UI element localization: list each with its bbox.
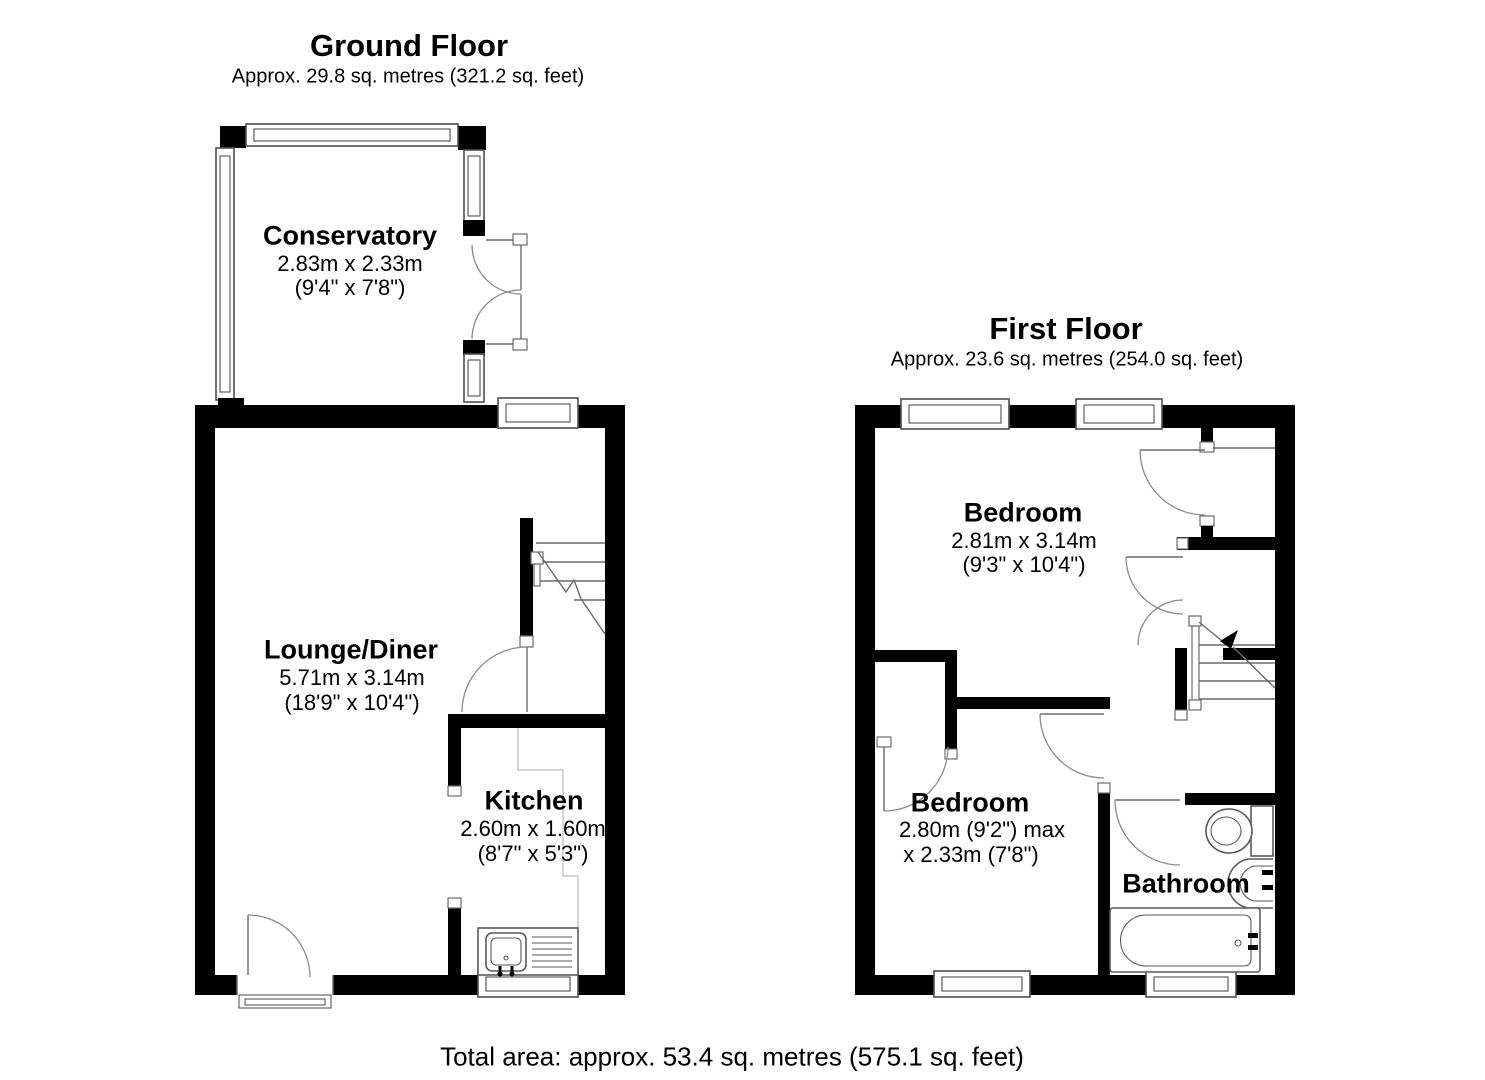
room-dims-bedroom-2-metric: 2.80m (9'2") max xyxy=(898,817,1066,842)
room-dims-conservatory-metric: 2.83m x 2.33m xyxy=(277,251,423,276)
stair-treads xyxy=(536,543,605,600)
stair-wall xyxy=(520,518,533,636)
stairwell-wall xyxy=(1223,648,1295,660)
door-swing-arc xyxy=(1138,600,1183,645)
wall-corner-block xyxy=(458,126,486,150)
window-inner xyxy=(1154,977,1228,991)
room-label-lounge-diner: Lounge/Diner xyxy=(264,634,438,665)
room-dims-bedroom-1-metric: 2.81m x 3.14m xyxy=(951,528,1097,553)
bath-tap xyxy=(1248,945,1258,950)
door-jamb xyxy=(448,786,461,796)
door-swing-arc xyxy=(1040,714,1104,778)
room-dims-lounge-imperial: (18'9" x 10'4") xyxy=(284,690,420,715)
door-jamb xyxy=(1098,783,1110,793)
french-doors xyxy=(472,234,527,350)
stair-break-line xyxy=(538,552,605,634)
cupboard-wall xyxy=(875,650,957,662)
room-dims-conservatory-imperial: (9'4" x 7'8") xyxy=(294,275,406,300)
window-inner xyxy=(220,156,230,392)
first-floor-plan xyxy=(855,399,1295,997)
landing-wall-stub xyxy=(1175,648,1187,710)
front-door xyxy=(248,915,310,977)
wall-right xyxy=(1275,405,1295,995)
room-label-kitchen: Kitchen xyxy=(484,785,584,816)
wall-left xyxy=(855,405,875,995)
room-dims-kitchen-metric: 2.60m x 1.60m xyxy=(460,816,606,841)
banister xyxy=(534,564,540,586)
door-swing-arc xyxy=(1115,800,1180,865)
newel-post xyxy=(531,552,543,564)
stairs-ground-floor xyxy=(462,518,605,712)
window-inner xyxy=(468,360,480,396)
door-jamb xyxy=(448,898,461,908)
room-label-conservatory: Conservatory xyxy=(262,220,438,251)
toilet-bowl xyxy=(1206,809,1252,853)
door-jamb xyxy=(877,737,891,747)
window-inner xyxy=(1084,405,1154,423)
first-floor-subtitle: Approx. 23.6 sq. metres (254.0 sq. feet) xyxy=(890,348,1244,371)
bathroom-wall xyxy=(1185,793,1295,805)
window-inner xyxy=(468,156,480,216)
kitchen-wall-stub xyxy=(448,908,461,975)
total-area-text: Total area: approx. 53.4 sq. metres (575.1 sq. feet) xyxy=(440,1041,1024,1072)
kitchen-wall-stub xyxy=(448,728,461,786)
stair-break-arrow xyxy=(1220,630,1238,649)
window-inner xyxy=(942,977,1022,991)
tap-head xyxy=(498,972,503,977)
room-label-bedroom-2: Bedroom xyxy=(910,787,1030,818)
door-swing-arc xyxy=(1140,450,1205,515)
door-opening xyxy=(237,975,333,995)
basin-tap xyxy=(1262,870,1273,875)
wall-right xyxy=(605,405,625,995)
newel-post xyxy=(1189,616,1201,626)
ground-floor-title: Ground Floor xyxy=(309,28,509,63)
wall-stub xyxy=(1201,428,1213,442)
wall-left xyxy=(195,405,215,995)
door-swing-arc xyxy=(472,290,521,339)
kitchen-wall xyxy=(448,714,625,728)
window-inner xyxy=(486,977,570,991)
landing-wall xyxy=(1177,537,1295,550)
window-inner xyxy=(909,405,1001,423)
banister xyxy=(1192,626,1199,700)
toilet-cistern xyxy=(1251,806,1273,856)
bathroom-wall xyxy=(1098,793,1110,975)
door-jamb xyxy=(513,339,527,350)
door-jamb xyxy=(520,636,533,647)
door-swing-arc xyxy=(1126,557,1183,614)
porch-step-inner xyxy=(245,999,325,1005)
wall-corner-block xyxy=(220,126,246,148)
door-swing-arc xyxy=(462,647,527,712)
stairs-first-floor xyxy=(1189,616,1275,710)
room-dims-bedroom-2-imperial: x 2.33m (7'8") xyxy=(903,842,1039,867)
ground-floor-subtitle: Approx. 29.8 sq. metres (321.2 sq. feet) xyxy=(231,65,585,88)
stair-break-line xyxy=(1199,622,1221,640)
basin-tap xyxy=(1262,885,1273,890)
window-inner xyxy=(254,129,450,141)
door-jamb xyxy=(1175,710,1187,720)
porch-step xyxy=(239,995,331,1008)
room-dims-lounge-metric: 5.71m x 3.14m xyxy=(279,665,425,690)
newel-post xyxy=(1189,700,1201,710)
door-jamb xyxy=(1200,516,1214,526)
room-dims-kitchen-imperial: (8'7" x 5'3") xyxy=(477,841,589,866)
first-floor-title: First Floor xyxy=(989,311,1143,346)
bath-tap xyxy=(1248,933,1258,938)
room-label-bathroom: Bathroom xyxy=(1122,868,1250,899)
door-jamb xyxy=(1177,538,1188,549)
bedroom-divider-wall xyxy=(950,697,1110,709)
door-swing-arc xyxy=(472,245,521,294)
door-jamb xyxy=(513,234,527,245)
wall-block xyxy=(463,220,485,236)
tap-head xyxy=(510,972,515,977)
room-label-bedroom-1: Bedroom xyxy=(963,497,1083,528)
window-inner xyxy=(506,404,570,422)
room-dims-bedroom-1-imperial: (9'3" x 10'4") xyxy=(962,552,1086,577)
door-swing-arc xyxy=(248,915,310,977)
